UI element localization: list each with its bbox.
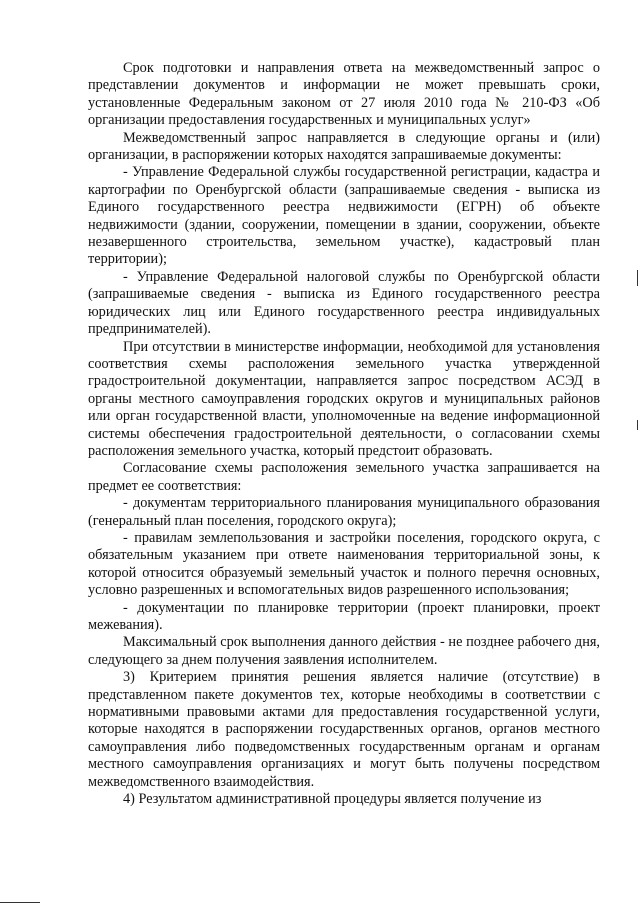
paragraph-request-recipients: Межведомственный запрос направляется в следующие органы и (или) организации, в распоряжении которых находятся запрашиваемые документы: bbox=[88, 129, 600, 164]
document-body bbox=[88, 60, 600, 808]
list-item-land-use-rules: - правилам землепользования и застройки поселения, городского округа, с обязательным указанием при ответе наименования территориальной зоны, к которой относится образуемый земельный участок и полного перечня основных, условно разрешенных и вспомогательных видов разрешенного использования; bbox=[88, 529, 600, 599]
list-item-tax-service: - Управление Федеральной налоговой службы по Оренбургской области (запрашиваемые сведения - выписка из Единого государственного реестра юридических лиц или Единого государственного реестра индивидуальных предпринимателей). bbox=[88, 268, 600, 338]
paragraph-decision-criterion: 3) Критерием принятия решения является наличие (отсутствие) в представленном пакете документов тех, которые необходимы в соответствии с нормативными правовыми актами для предоставления государственной услуги, которые находятся в распоряжении государственных органов, органов местного самоуправления либо подведомственных государственным органам и органам местного самоуправления организациях и могут быть получены посредством межведомственного взаимодействия. bbox=[88, 669, 600, 790]
paragraph-scheme-approval: Согласование схемы расположения земельного участка запрашивается на предмет ее соответствия: bbox=[88, 460, 600, 494]
list-item-planning-documentation: - документации по планировке территории (проект планировки, проект межевания). bbox=[88, 599, 600, 633]
paragraph-max-duration: Максимальный срок выполнения данного действия - не позднее рабочего дня, следующего за днем получения заявления исполнителем. bbox=[88, 634, 600, 668]
scan-edge-mark bbox=[637, 420, 638, 430]
paragraph-procedure-result: 4) Результатом административной процедуры является получение из bbox=[123, 791, 542, 808]
paragraph-missing-information: При отсутствии в министерстве информации, необходимой для установления соответствия схемы расположения земельного участка утвержденной градостроительной документации, направляется запрос посредством АСЭД в органы местного самоуправления городских округов и муниципальных районов или орган государственной власти, уполномоченные на ведение информационной системы обеспечения градостроительной деятельности, о согласовании схемы расположения земельного участка, который предстоит образовать. bbox=[88, 338, 600, 459]
paragraph-response-deadline: Срок подготовки и направления ответа на межведомственный запрос о представлении документов и информации не может превышать сроки, установленные Федеральным законом от 27 июля 2010 года № 210-ФЗ «Об организации предоставления государственных и муниципальных услуг» bbox=[88, 60, 600, 129]
scan-edge-mark bbox=[0, 902, 40, 903]
list-item-territorial-planning: - документам территориального планирования муниципального образования (генеральный план поселения, городского округа); bbox=[88, 495, 600, 529]
list-item-rosreestr: - Управление Федеральной службы государственной регистрации, кадастра и картографии по Оренбургской области (запрашиваемые сведения - выписка из Единого государственного реестра недвижимости (ЕГРН) об объекте недвижимости (здании, сооружении, помещении в здании, сооружении, объекте незавершенного строительства, земельном участке), кадастровый план территории); bbox=[88, 164, 600, 268]
scan-edge-mark bbox=[637, 270, 638, 286]
